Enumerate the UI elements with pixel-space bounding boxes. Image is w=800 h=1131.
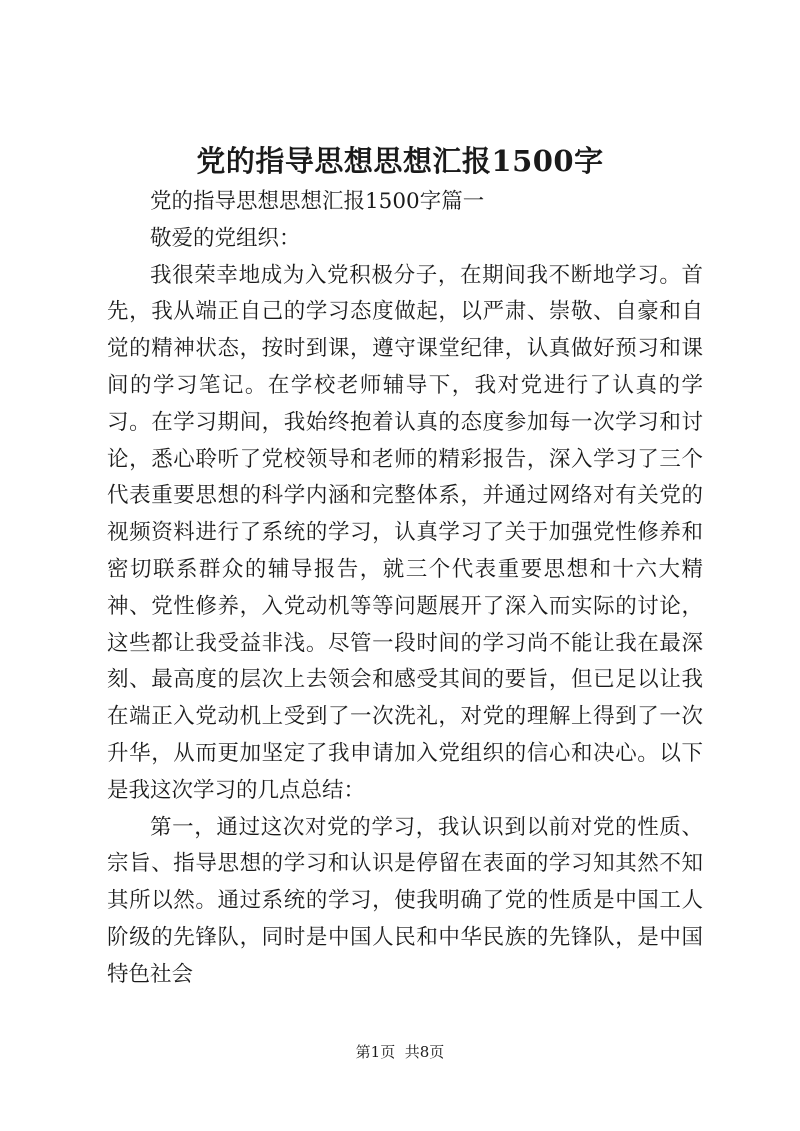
salutation-paragraph: 敬爱的党组织：	[150, 225, 301, 251]
document-title: 党的指导思想思想汇报1500字	[196, 144, 604, 178]
page-total: 共8页	[404, 1043, 445, 1061]
body-paragraph: 我很荣幸地成为入党积极分子，在期间我不断地学习。首先，我从端正自己的学习态度做起，以严肃、崇敬、自豪和自觉的精神状态，按时到课，遵守课堂纪律，认真做好预习和课间的学习笔记。在学校老师辅导下，我对党进行了认真的学习。在学习期间，我始终抱着认真的态度参加每一次学习和讨论，悉心聆听了党校领导和老师的精彩报告，深入学习了三个代表重要思想的科学内涵和完整体系，并通过网络对有关党的视频资料进行了系统的学习，认真学习了关于加强党性修养和密切联系群众的辅导报告，就三个代表重要思想和十六大精神、党性修养，入党动机等等问题展开了深入而实际的讨论，这些都让我受益非浅。尽管一段时间的学习尚不能让我在最深刻、最高度的层次上去领会和感受其间的要旨，但已足以让我在端正入党动机上受到了一次洗礼，对党的理解上得到了一次升华，从而更加坚定了我申请加入党组织的信心和决心。以下是我这次学习的几点总结：	[107, 262, 703, 803]
body-paragraph: 第一，通过这次对党的学习，我认识到以前对党的性质、宗旨、指导思想的学习和认识是停留在表面的学习知其然不知其所以然。通过系统的学习，使我明确了党的性质是中国工人阶级的先锋队，同时是中国人民和中华民族的先锋队，是中国特色社会	[107, 814, 703, 987]
page-number: 第1页	[355, 1043, 396, 1061]
page-footer	[0, 1042, 800, 1062]
subtitle-paragraph: 党的指导思想思想汇报1500字篇一	[150, 189, 485, 214]
document-body	[107, 184, 703, 994]
